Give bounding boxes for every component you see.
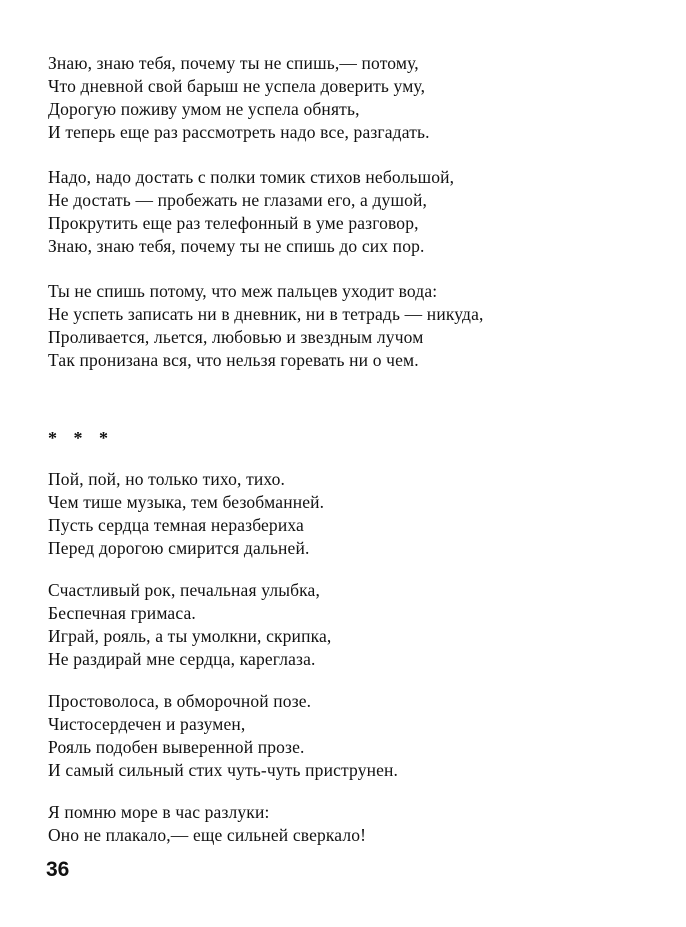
poem-line: Оно не плакало,— еще сильней сверкало! xyxy=(48,825,367,845)
poem-line: Не успеть записать ни в дневник, ни в тетрадь — никуда, xyxy=(48,304,484,324)
poem-2 xyxy=(48,468,646,847)
poem-line: Так пронизана вся, что нельзя горевать ни о чем. xyxy=(48,350,419,370)
section-divider: * * * xyxy=(48,428,114,448)
poem-line: Прокрутить еще раз телефонный в уме разговор, xyxy=(48,213,419,233)
poem-line: Знаю, знаю тебя, почему ты не спишь до сих пор. xyxy=(48,236,425,256)
poem-line: Чистосердечен и разумен, xyxy=(48,714,246,734)
poem-line: Я помню море в час разлуки: xyxy=(48,802,270,822)
poem-1-stanza-2 xyxy=(48,166,646,258)
poem-line: И самый сильный стих чуть-чуть приструнен. xyxy=(48,760,399,780)
poem-line: Перед дорогою смирится дальней. xyxy=(48,538,310,558)
poem-1 xyxy=(48,52,646,372)
poem-line: Не достать — пробежать не глазами его, а душой, xyxy=(48,190,428,210)
poem-line: Надо, надо достать с полки томик стихов небольшой, xyxy=(48,167,455,187)
poem-line: Пусть сердца темная неразбериха xyxy=(48,515,304,535)
poem-line: Рояль подобен выверенной прозе. xyxy=(48,737,305,757)
poem-line: Беспечная гримаса. xyxy=(48,603,196,623)
poem-line: Чем тише музыка, тем безобманней. xyxy=(48,492,325,512)
poem-1-stanza-1 xyxy=(48,52,646,144)
poem-2-stanza-1 xyxy=(48,468,646,560)
poem-line: Дорогую поживу умом не успела обнять, xyxy=(48,99,360,119)
poem-line: Ты не спишь потому, что меж пальцев уходит вода: xyxy=(48,281,438,301)
poem-line: Счастливый рок, печальная улыбка, xyxy=(48,580,320,600)
poem-2-stanza-2 xyxy=(48,579,646,671)
poem-1-stanza-3 xyxy=(48,280,646,372)
poem-2-stanza-4 xyxy=(48,801,646,847)
poem-line: Знаю, знаю тебя, почему ты не спишь,— потому, xyxy=(48,53,419,73)
poem-2-stanza-3 xyxy=(48,690,646,782)
poem-line: Пой, пой, но только тихо, тихо. xyxy=(48,469,286,489)
poem-line: Играй, рояль, а ты умолкни, скрипка, xyxy=(48,626,332,646)
poem-line: Что дневной свой барыш не успела доверить уму, xyxy=(48,76,426,96)
poem-line: Проливается, льется, любовью и звездным лучом xyxy=(48,327,424,347)
poem-line: Не раздирай мне сердца, кареглаза. xyxy=(48,649,316,669)
page-number: 36 xyxy=(46,858,70,881)
poem-line: Простоволоса, в обморочной позе. xyxy=(48,691,312,711)
poem-line: И теперь еще раз рассмотреть надо все, разгадать. xyxy=(48,122,430,142)
